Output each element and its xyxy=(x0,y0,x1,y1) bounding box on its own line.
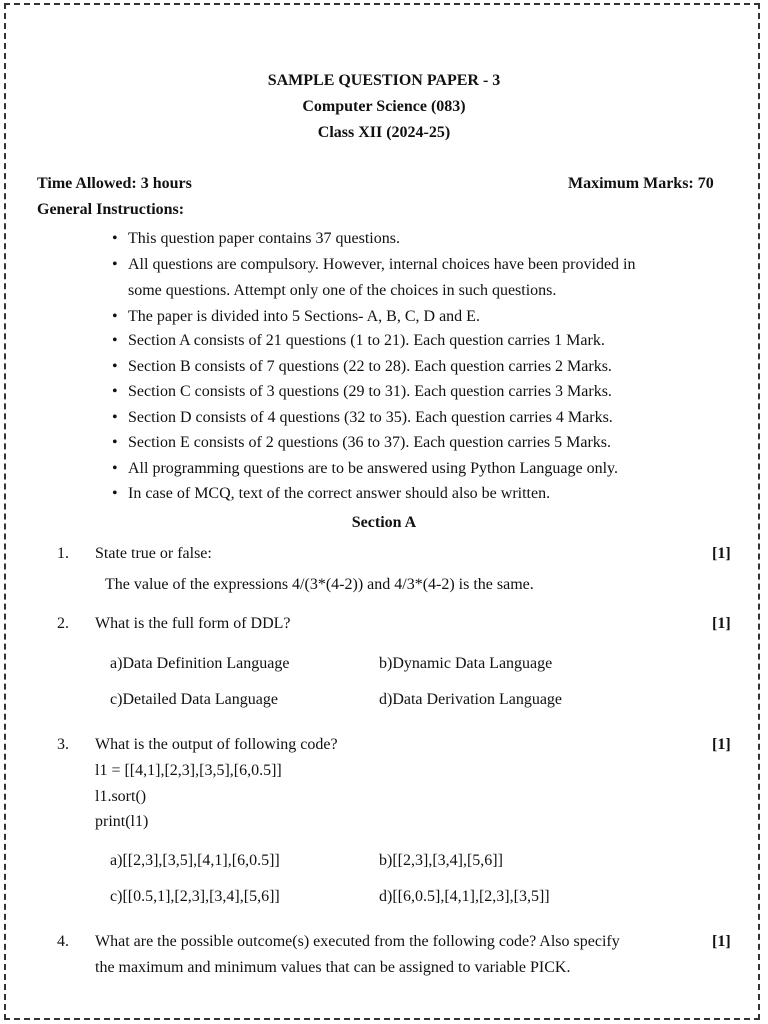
instruction-item: • Section A consists of 21 questions (1 to 21). Each question carries 1 Mark. xyxy=(112,332,605,349)
question-subtext: The value of the expressions 4/(3*(4-2)) and 4/3*(4-2) is the same. xyxy=(105,576,534,593)
bullet-icon: • xyxy=(112,383,118,400)
instruction-item: • Section C consists of 3 questions (29 to 31). Each question carries 3 Marks. xyxy=(112,383,612,400)
option-c: c)[[0.5,1],[2,3],[3,4],[5,6]] xyxy=(110,888,280,905)
option-d: d)[[6,0.5],[4,1],[2,3],[3,5]] xyxy=(379,888,550,905)
bullet-icon: • xyxy=(112,358,118,375)
option-a: a)[[2,3],[3,5],[4,1],[6,0.5]] xyxy=(110,852,280,869)
question-marks: [1] xyxy=(712,933,731,950)
option-b: b)[[2,3],[3,4],[5,6]] xyxy=(379,852,503,869)
bullet-icon: • xyxy=(112,409,118,426)
option-d: d)Data Derivation Language xyxy=(379,691,563,708)
bullet-icon: • xyxy=(112,308,118,325)
question-number: 2. xyxy=(57,615,69,632)
time-allowed: Time Allowed: 3 hours xyxy=(37,175,192,192)
question-marks: [1] xyxy=(712,736,731,753)
question-text-continuation: the maximum and minimum values that can be assigned to variable PICK. xyxy=(95,959,571,976)
paper-subject: Computer Science (083) xyxy=(302,98,466,115)
option-c: c)Detailed Data Language xyxy=(110,691,278,708)
bullet-icon: • xyxy=(112,434,118,451)
question-text: What is the full form of DDL? xyxy=(95,615,291,632)
instruction-item: • In case of MCQ, text of the correct answer should also be written. xyxy=(112,485,551,502)
question-number: 3. xyxy=(57,736,69,753)
max-marks: Maximum Marks: 70 xyxy=(568,175,714,192)
question-text: State true or false: xyxy=(95,545,212,562)
paper-class: Class XII (2024-25) xyxy=(317,124,451,141)
question-text: What are the possible outcome(s) executed from the following code? Also specify xyxy=(95,933,620,950)
instruction-item: • This question paper contains 37 questions. xyxy=(112,230,400,247)
bullet-icon: • xyxy=(112,256,118,273)
code-line: l1.sort() xyxy=(95,788,147,805)
paper-title: SAMPLE QUESTION PAPER - 3 xyxy=(267,72,501,89)
instructions-heading: General Instructions: xyxy=(37,201,185,218)
code-line: print(l1) xyxy=(95,813,149,830)
instruction-continuation: some questions. Attempt only one of the choices in such questions. xyxy=(128,282,557,299)
question-marks: [1] xyxy=(712,545,731,562)
option-b: b)Dynamic Data Language xyxy=(379,655,553,672)
section-title: Section A xyxy=(351,514,417,531)
question-number: 4. xyxy=(57,933,69,950)
code-line: l1 = [[4,1],[2,3],[3,5],[6,0.5]] xyxy=(95,762,282,779)
bullet-icon: • xyxy=(112,460,118,477)
option-a: a)Data Definition Language xyxy=(110,655,290,672)
instruction-item: • The paper is divided into 5 Sections- A, B, C, D and E. xyxy=(112,308,480,325)
question-number: 1. xyxy=(57,545,69,562)
question-marks: [1] xyxy=(712,615,731,632)
instruction-item: • Section D consists of 4 questions (32 to 35). Each question carries 4 Marks. xyxy=(112,409,613,426)
instruction-item: • All programming questions are to be answered using Python Language only. xyxy=(112,460,618,477)
bullet-icon: • xyxy=(112,485,118,502)
bullet-icon: • xyxy=(112,332,118,349)
question-text: What is the output of following code? xyxy=(95,736,338,753)
instruction-item: • Section E consists of 2 questions (36 to 37). Each question carries 5 Marks. xyxy=(112,434,612,451)
bullet-icon: • xyxy=(112,230,118,247)
instruction-item: • Section B consists of 7 questions (22 to 28). Each question carries 2 Marks. xyxy=(112,358,612,375)
instruction-item: • All questions are compulsory. However, internal choices have been provided in xyxy=(112,256,636,273)
